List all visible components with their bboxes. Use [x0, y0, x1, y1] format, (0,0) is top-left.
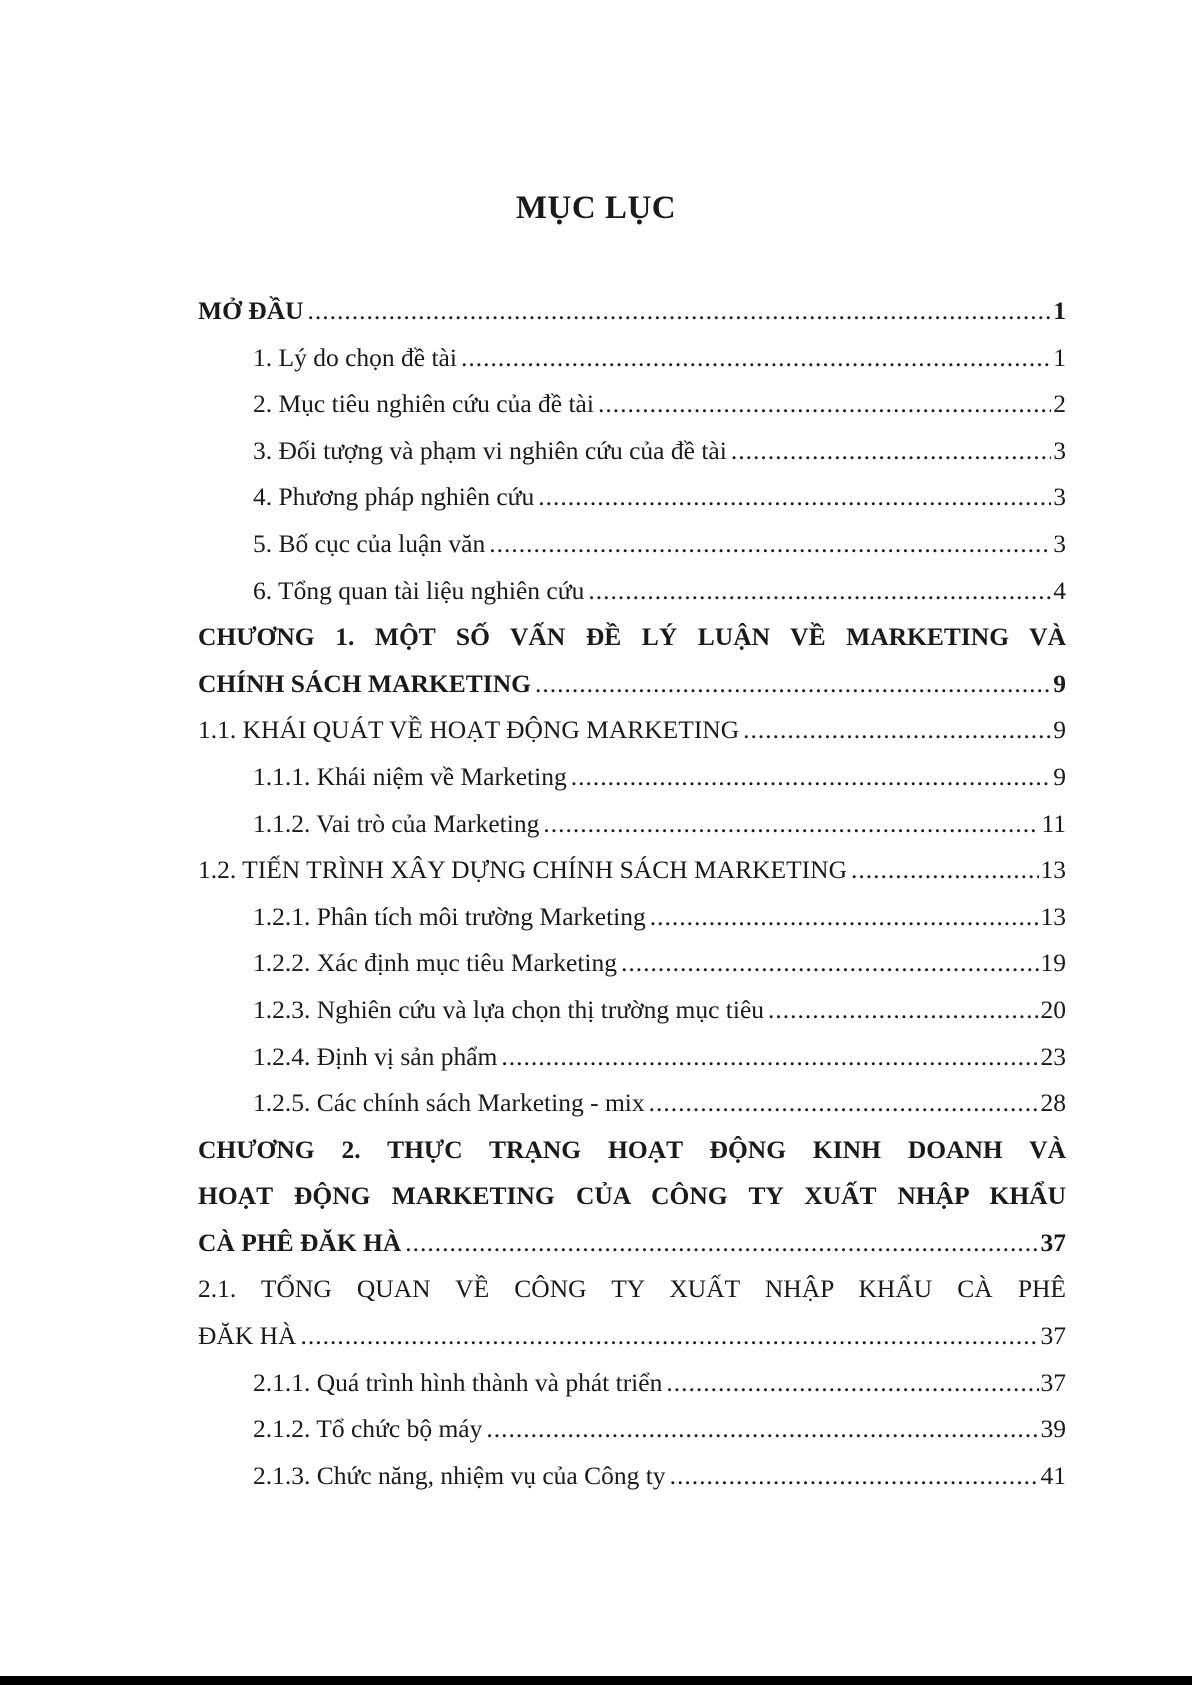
page-bottom-edge	[0, 1676, 1192, 1685]
toc-entry[interactable]	[198, 288, 1066, 335]
toc-leader-dots	[768, 987, 1038, 1034]
toc-entry-label: CÀ PHÊ ĐĂK HÀ	[198, 1227, 402, 1257]
toc-entry[interactable]	[198, 894, 1066, 941]
toc-page-number: 37	[1040, 1227, 1066, 1257]
toc-page-number: 3	[1053, 482, 1066, 512]
toc-entry[interactable]	[198, 1034, 1066, 1081]
toc-page-number: 39	[1040, 1414, 1066, 1444]
toc-entry-wrapped-line[interactable]	[198, 614, 1066, 661]
toc-page-number: 41	[1040, 1460, 1066, 1490]
toc-entry-label: ĐĂK HÀ	[198, 1321, 297, 1351]
toc-page-number: 4	[1053, 575, 1066, 605]
toc-leader-dots	[571, 754, 1052, 801]
toc-entry[interactable]	[198, 707, 1066, 754]
toc-entry-wrapped-line[interactable]	[198, 1173, 1066, 1220]
toc-leader-dots	[501, 1034, 1038, 1081]
toc-entry-label: 1.2.1. Phân tích môi trường Marketing	[253, 901, 646, 931]
toc-entry-label: MỞ ĐẦU	[198, 296, 304, 325]
toc-leader-dots	[308, 288, 1052, 335]
toc-entry-label: CHÍNH SÁCH MARKETING	[198, 668, 531, 698]
page-title: MỤC LỤC	[515, 190, 677, 226]
toc-page-number: 1	[1053, 296, 1066, 325]
toc-entry-label: 1.1.1. Khái niệm về Marketing	[253, 761, 567, 791]
toc-entry[interactable]	[198, 754, 1066, 801]
toc-entry-label: 2. Mục tiêu nghiên cứu của đề tài	[253, 389, 594, 419]
toc-entry[interactable]	[198, 940, 1066, 987]
toc-entry-wrapped-line[interactable]	[198, 1266, 1066, 1313]
toc-entry-label: 1.1.2. Vai trò của Marketing	[253, 808, 540, 838]
toc-entry[interactable]	[198, 428, 1066, 475]
toc-leader-dots	[588, 568, 1051, 615]
toc-leader-dots	[405, 1220, 1038, 1267]
toc-entry-label: 1. Lý do chọn đề tài	[253, 342, 457, 372]
toc-page-number: 37	[1040, 1321, 1066, 1351]
toc-page-number: 13	[1040, 855, 1066, 885]
toc-leader-dots	[851, 847, 1038, 894]
toc-entry-label: CHƯƠNG 2. THỰC TRẠNG HOẠT ĐỘNG KINH DOANH VÀ	[198, 1134, 1066, 1164]
toc-entry[interactable]	[198, 1313, 1066, 1360]
toc-leader-dots	[535, 661, 1051, 708]
toc-entry-label: 1.2.3. Nghiên cứu và lựa chọn thị trường mục tiêu	[253, 994, 765, 1024]
toc-entry-label: 4. Phương pháp nghiên cứu	[253, 482, 535, 512]
toc-entry-label: 2.1.2. Tổ chức bộ máy	[253, 1414, 483, 1444]
toc-entry-label: 1.2.5. Các chính sách Marketing - mix	[253, 1088, 645, 1118]
toc-entry-label: 2.1.3. Chức năng, nhiệm vụ của Công ty	[253, 1460, 666, 1490]
toc-page-number: 28	[1040, 1088, 1066, 1118]
toc-leader-dots	[486, 1406, 1038, 1453]
toc-leader-dots	[743, 707, 1051, 754]
toc-leader-dots	[731, 428, 1051, 475]
table-of-contents	[198, 288, 1066, 1499]
toc-entry-wrapped-line[interactable]	[198, 1127, 1066, 1174]
toc-entry-label: 1.2. TIẾN TRÌNH XÂY DỰNG CHÍNH SÁCH MARKETING	[198, 855, 848, 885]
toc-page-number: 20	[1040, 994, 1066, 1024]
toc-page-number: 9	[1053, 761, 1066, 791]
toc-entry[interactable]	[198, 1220, 1066, 1267]
toc-entry-label: 6. Tổng quan tài liệu nghiên cứu	[253, 575, 585, 605]
toc-leader-dots	[300, 1313, 1038, 1360]
toc-page-number: 9	[1053, 668, 1066, 698]
toc-entry[interactable]	[198, 1406, 1066, 1453]
toc-entry[interactable]	[198, 474, 1066, 521]
toc-page-number: 2	[1053, 389, 1066, 419]
toc-entry[interactable]	[198, 335, 1066, 382]
toc-entry[interactable]	[198, 801, 1066, 848]
toc-page-number: 37	[1040, 1367, 1066, 1397]
toc-page-number: 13	[1040, 901, 1066, 931]
toc-page-number: 19	[1040, 948, 1066, 978]
toc-leader-dots	[666, 1360, 1038, 1407]
toc-entry[interactable]	[198, 1453, 1066, 1500]
toc-entry-label: 2.1.1. Quá trình hình thành và phát triển	[253, 1367, 663, 1397]
toc-entry[interactable]	[198, 661, 1066, 708]
toc-leader-dots	[650, 894, 1039, 941]
toc-leader-dots	[489, 521, 1051, 568]
toc-entry-label: 3. Đối tượng và phạm vi nghiên cứu của đề tài	[253, 435, 727, 465]
toc-page-number: 23	[1040, 1041, 1066, 1071]
toc-page-number: 3	[1053, 528, 1066, 558]
toc-entry-label: 2.1. TỔNG QUAN VỀ CÔNG TY XUẤT NHẬP KHẨU CÀ PHÊ	[198, 1274, 1066, 1304]
toc-entry[interactable]	[198, 1360, 1066, 1407]
toc-entry-label: 5. Bố cục của luận văn	[253, 528, 486, 558]
toc-leader-dots	[649, 1080, 1039, 1127]
toc-page-number: 1	[1053, 342, 1066, 372]
toc-page-number: 9	[1053, 715, 1066, 745]
toc-leader-dots	[538, 474, 1051, 521]
toc-entry[interactable]	[198, 381, 1066, 428]
toc-leader-dots	[670, 1453, 1039, 1500]
toc-entry-label: HOẠT ĐỘNG MARKETING CỦA CÔNG TY XUẤT NHẬP KHẨU	[198, 1181, 1066, 1211]
toc-entry[interactable]	[198, 987, 1066, 1034]
toc-leader-dots	[598, 381, 1051, 428]
toc-leader-dots	[621, 940, 1039, 987]
toc-page-number: 3	[1053, 435, 1066, 465]
toc-entry[interactable]	[198, 1080, 1066, 1127]
toc-entry[interactable]	[198, 847, 1066, 894]
toc-leader-dots	[543, 801, 1039, 848]
toc-leader-dots	[461, 335, 1051, 382]
toc-page-number: 11	[1041, 808, 1066, 838]
toc-entry-label: 1.1. KHÁI QUÁT VỀ HOẠT ĐỘNG MARKETING	[198, 715, 740, 745]
toc-entry-label: CHƯƠNG 1. MỘT SỐ VẤN ĐỀ LÝ LUẬN VỀ MARKETING VÀ	[198, 622, 1066, 652]
toc-entry-label: 1.2.2. Xác định mục tiêu Marketing	[253, 948, 617, 978]
toc-entry[interactable]	[198, 568, 1066, 615]
toc-entry-label: 1.2.4. Định vị sản phẩm	[253, 1041, 498, 1071]
toc-entry[interactable]	[198, 521, 1066, 568]
